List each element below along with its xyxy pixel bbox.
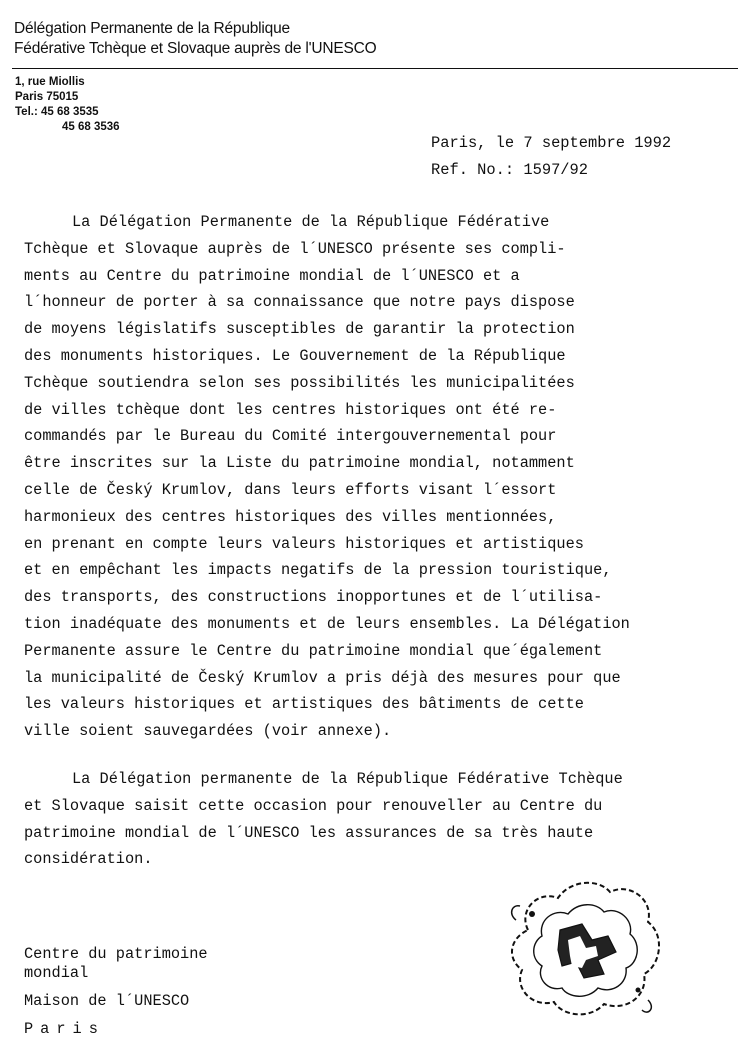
body-line: des monuments historiques. Le Gouvernement de la République xyxy=(24,346,566,365)
body-line: ments au Centre du patrimoine mondial de l´UNESCO et a xyxy=(24,266,520,285)
body-line: et en empêchant les impacts negatifs de la pression touristique, xyxy=(24,561,612,580)
body-line: et Slovaque saisit cette occasion pour renouveller au Centre du xyxy=(24,796,603,815)
letter-meta xyxy=(431,130,671,184)
addressee-block xyxy=(24,945,208,1039)
body-line: des transports, des constructions inopportunes et de l´utilisa- xyxy=(24,588,603,607)
body-line: Permanente assure le Centre du patrimoine mondial que´également xyxy=(24,641,603,660)
body-line: ville soient sauvegardées (voir annexe). xyxy=(24,722,392,741)
body-line: en prenant en compte leurs valeurs historiques et artistiques xyxy=(24,534,584,553)
body-line: être inscrites sur la Liste du patrimoine mondial, notamment xyxy=(24,454,575,473)
official-seal-stamp-icon xyxy=(498,870,668,1020)
addressee-line-1: Centre du patrimoine xyxy=(24,945,208,963)
org-line-1: Délégation Permanente de la République xyxy=(14,20,290,37)
body-line: la municipalité de Český Krumlov a pris déjà des mesures pour que xyxy=(24,668,621,687)
body-line: harmonieux des centres historiques des villes mentionnées, xyxy=(24,507,557,526)
addressee-line-4: Paris xyxy=(24,1020,105,1038)
body-line: La Délégation permanente de la République Fédérative Tchèque xyxy=(72,770,623,788)
addressee-line-3: Maison de l´UNESCO xyxy=(24,992,190,1010)
body-line: commandés par le Bureau du Comité intergouvernemental pour xyxy=(24,427,557,446)
body-line: patrimoine mondial de l´UNESCO les assurances de sa très haute xyxy=(24,823,594,842)
body-paragraph-1 xyxy=(24,209,630,745)
org-line-2: Fédérative Tchèque et Slovaque auprès de l'UNESCO xyxy=(14,40,377,57)
body-line: celle de Český Krumlov, dans leurs efforts visant l´essort xyxy=(24,480,557,499)
body-line: les valeurs historiques et artistiques des bâtiments de cette xyxy=(24,695,584,714)
address-phone-2: 45 68 3536 xyxy=(62,121,120,133)
address-phone-1: Tel.: 45 68 3535 xyxy=(15,106,99,118)
letter-reference: Ref. No.: 1597/92 xyxy=(431,161,589,179)
body-line: tion inadéquate des monuments et de leurs ensembles. La Délégation xyxy=(24,614,630,633)
body-line: l´honneur de porter à sa connaissance que notre pays dispose xyxy=(24,293,575,312)
body-line: Tchèque et Slovaque auprès de l´UNESCO présente ses compli- xyxy=(24,239,566,258)
address-city: Paris 75015 xyxy=(15,91,79,103)
body-line: La Délégation Permanente de la République Fédérative xyxy=(72,213,550,231)
letterhead-address xyxy=(15,75,120,135)
letterhead-organization xyxy=(14,19,377,59)
letter-date: Paris, le 7 septembre 1992 xyxy=(431,134,672,152)
body-line: de villes tchèque dont les centres historiques ont été re- xyxy=(24,400,557,419)
body-line: considération. xyxy=(24,850,153,869)
body-paragraph-2 xyxy=(24,766,623,873)
addressee-line-2: mondial xyxy=(24,964,89,982)
address-street: 1, rue Miollis xyxy=(15,76,85,88)
body-line: de moyens législatifs susceptibles de garantir la protection xyxy=(24,320,575,339)
body-line: Tchèque soutiendra selon ses possibilités les municipalitées xyxy=(24,373,575,392)
letterhead-divider xyxy=(12,68,738,69)
